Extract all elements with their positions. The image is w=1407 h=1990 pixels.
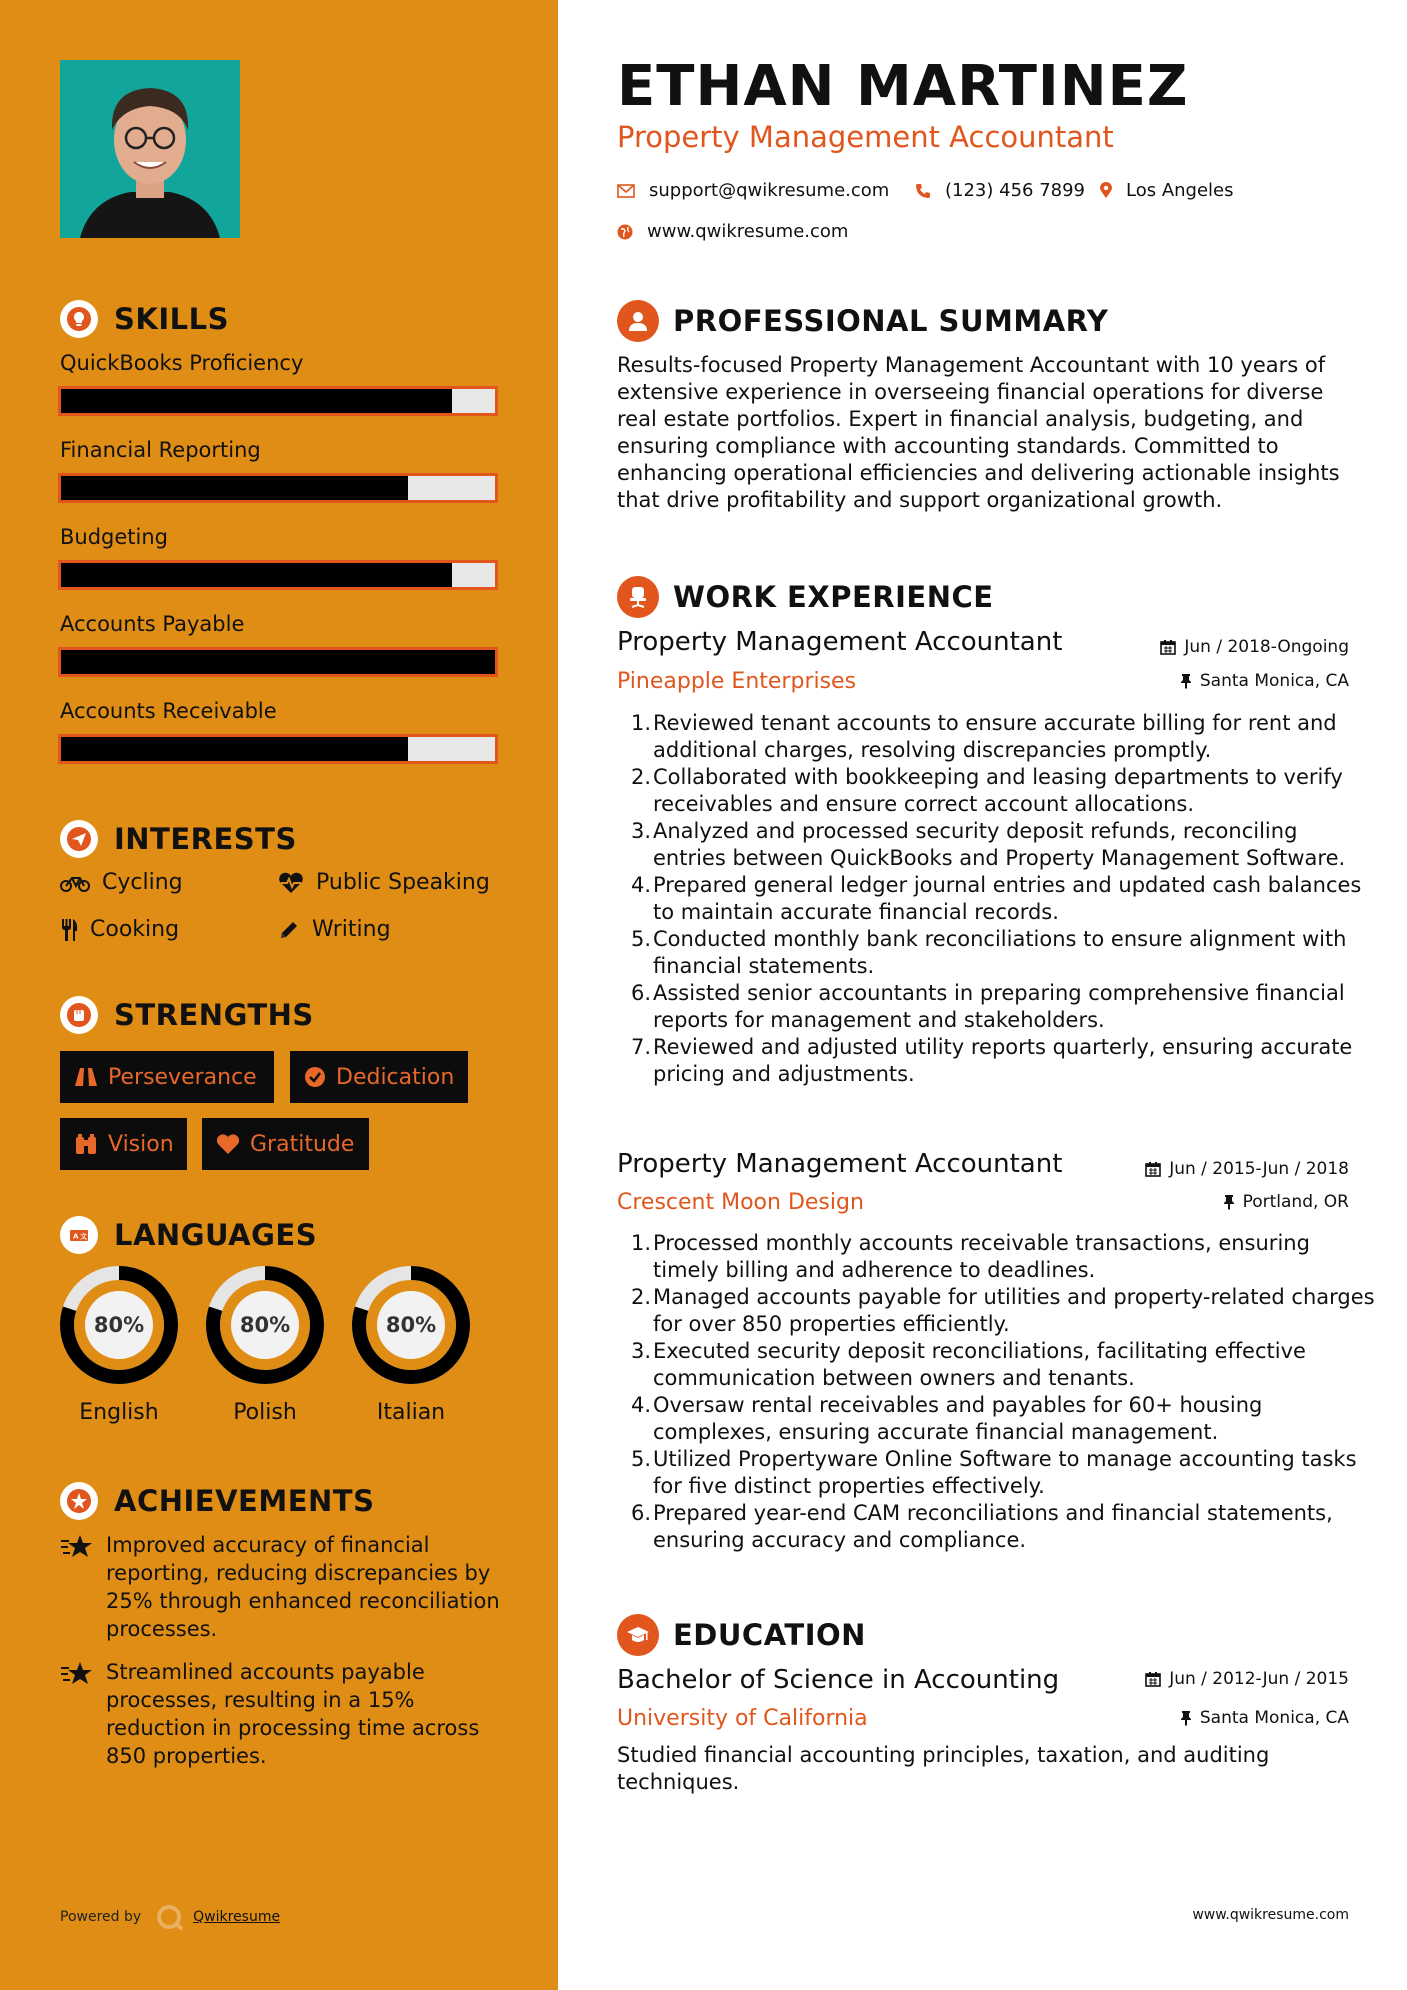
heart-icon [216, 1134, 240, 1155]
interests-heading [60, 820, 297, 858]
education-title: EDUCATION [673, 1618, 866, 1652]
skill-bar-fill [61, 650, 495, 674]
binoculars-icon [74, 1133, 98, 1155]
strengths-heading [60, 996, 314, 1034]
degree-title: Bachelor of Science in Accounting [617, 1665, 1060, 1695]
pencil-icon [278, 919, 300, 941]
duty-item: Reviewed tenant accounts to ensure accurate billing for rent and additional charges, resolving discrepancies promptly. [653, 711, 1337, 762]
summary-title: PROFESSIONAL SUMMARY [673, 304, 1109, 338]
paper-plane-icon [60, 820, 98, 858]
skill-bar-fill [61, 737, 408, 761]
language-name: Italian [376, 1400, 446, 1425]
job-duties [617, 1230, 1375, 1554]
education-heading [617, 1614, 866, 1656]
duty-item: Prepared year-end CAM reconciliations and financial statements, ensuring accuracy and compliance. [653, 1501, 1333, 1552]
strength-badge [60, 1051, 274, 1103]
job-dates-text: Jun / 2015-Jun / 2018 [1169, 1159, 1349, 1179]
star-icon [60, 1660, 94, 1688]
education-description: Studied financial accounting principles, taxation, and auditing techniques. [617, 1743, 1270, 1794]
calendar-icon [1145, 1671, 1161, 1687]
experience-heading [617, 576, 994, 618]
strength-label: Dedication [336, 1064, 455, 1090]
lightbulb-icon [60, 300, 98, 338]
duty-item: Reviewed and adjusted utility reports quarterly, ensuring accurate pricing and adjustments. [653, 1035, 1353, 1086]
contact-phone[interactable] [915, 180, 1085, 201]
company-name: Pineapple Enterprises [617, 669, 857, 694]
language-name: English [79, 1400, 159, 1425]
duty-item: Executed security deposit reconciliations, facilitating effective communication between owners and tenants. [653, 1339, 1306, 1390]
education-location-text: Santa Monica, CA [1199, 1708, 1349, 1728]
calendar-icon [1160, 639, 1176, 655]
achievements-title: ACHIEVEMENTS [114, 1484, 375, 1518]
graduation-cap-icon [617, 1614, 659, 1656]
contact-email[interactable] [617, 180, 889, 201]
skill-bar-fill [61, 389, 452, 413]
pin-icon [1180, 1710, 1192, 1726]
avatar [60, 60, 240, 238]
envelope-icon [617, 184, 635, 198]
duty-item: Prepared general ledger journal entries and updated cash balances to maintain accurate financial records. [653, 873, 1362, 924]
strength-label: Perseverance [108, 1064, 257, 1090]
job-location-text: Portland, OR [1242, 1192, 1349, 1212]
skill-label: Accounts Payable [60, 612, 245, 636]
interest-item [60, 917, 179, 942]
language-percent: 80% [385, 1313, 437, 1337]
skill-bar-fill [61, 563, 452, 587]
experience-title: WORK EXPERIENCE [673, 580, 994, 614]
qwikresume-link[interactable]: Qwikresume [193, 1909, 281, 1925]
calendar-icon [1145, 1161, 1161, 1177]
languages-title: LANGUAGES [114, 1218, 318, 1252]
achievement-item [60, 1531, 500, 1643]
strengths-title: STRENGTHS [114, 998, 314, 1032]
skill-label: Budgeting [60, 525, 169, 549]
interest-label: Cycling [102, 870, 183, 895]
summary-text: Results-focused Property Management Accountant with 10 years of extensive experience in overseeing financial operations for diverse real estate portfolios. Expert in financial analysis, budgeting, and ensuring compliance with accounting standards. Committed to enhancing operational efficiencies and delivering actionable insights that drive profitability and support organizational growth. [617, 353, 1340, 512]
location-text: Los Angeles [1126, 180, 1234, 201]
contact-location [1100, 180, 1234, 201]
skill-bar [58, 734, 498, 764]
job-location-text: Santa Monica, CA [1199, 671, 1349, 691]
candidate-role: Property Management Accountant [617, 120, 1114, 154]
star-badge-icon [60, 1482, 98, 1520]
language-percent: 80% [93, 1313, 145, 1337]
job-location [1180, 671, 1349, 691]
duty-item: Oversaw rental receivables and payables for 60+ housing complexes, ensuring accurate financial management. [653, 1393, 1263, 1444]
interest-item [60, 870, 183, 895]
strength-label: Gratitude [250, 1131, 355, 1157]
skills-heading [60, 300, 229, 338]
strength-badge [202, 1118, 369, 1170]
skill-label: QuickBooks Proficiency [60, 351, 304, 375]
map-marker-icon [1100, 182, 1112, 199]
pin-icon [1180, 673, 1192, 689]
interest-label: Public Speaking [316, 870, 490, 895]
svg-text:文: 文 [80, 1232, 87, 1241]
achievement-text: Streamlined accounts payable processes, resulting in a 15% reduction in processing time across 850 properties. [106, 1660, 480, 1768]
globe-icon [617, 224, 633, 240]
job-title: Property Management Accountant [617, 1149, 1063, 1179]
job-location [1223, 1192, 1349, 1212]
interest-label: Writing [312, 917, 391, 942]
duty-item: Processed monthly accounts receivable transactions, ensuring timely billing and adherence to deadlines. [653, 1231, 1310, 1282]
strength-label: Vision [108, 1131, 174, 1157]
strength-badge [60, 1118, 187, 1170]
skills-title: SKILLS [114, 302, 229, 336]
job-title: Property Management Accountant [617, 627, 1063, 657]
skill-label: Financial Reporting [60, 438, 261, 462]
duty-item: Collaborated with bookkeeping and leasing departments to verify receivables and ensure correct account allocations. [653, 765, 1343, 816]
job-dates [1145, 1159, 1349, 1179]
skill-bar [58, 647, 498, 677]
duty-item: Conducted monthly bank reconciliations to ensure alignment with financial statements. [653, 927, 1347, 978]
candidate-name: ETHAN MARTINEZ [617, 54, 1189, 119]
skill-bar [58, 560, 498, 590]
phone-icon [915, 183, 931, 199]
education-dates [1145, 1669, 1349, 1689]
duty-item: Utilized Propertyware Online Software to manage accounting tasks for five distinct properties effectively. [653, 1447, 1357, 1498]
contact-website[interactable] [617, 221, 848, 242]
heartbeat-icon [278, 872, 304, 894]
star-icon [60, 1533, 94, 1561]
interest-item [278, 870, 490, 895]
language-percent: 80% [239, 1313, 291, 1337]
footer-url[interactable]: www.qwikresume.com [1192, 1907, 1349, 1923]
fist-icon [60, 996, 98, 1034]
bicycle-icon [60, 873, 90, 893]
language-name: Polish [233, 1400, 297, 1425]
education-dates-text: Jun / 2012-Jun / 2015 [1169, 1669, 1349, 1689]
utensils-icon [60, 918, 78, 942]
skill-bar [58, 386, 498, 416]
language-icon [60, 1216, 98, 1254]
job-duties [617, 710, 1375, 1088]
duty-item: Managed accounts payable for utilities and property-related charges for over 850 properties efficiently. [653, 1285, 1375, 1336]
office-chair-icon [617, 576, 659, 618]
road-icon [74, 1067, 98, 1087]
check-circle-icon [304, 1066, 326, 1088]
language-gauge [204, 1264, 324, 1390]
duty-item: Analyzed and processed security deposit refunds, reconciling entries between QuickBooks and Property Management Software. [653, 819, 1346, 870]
skill-bar-fill [61, 476, 408, 500]
user-icon [617, 300, 659, 342]
achievement-item [60, 1658, 500, 1770]
education-location [1180, 1708, 1349, 1728]
school-name: University of California [617, 1706, 868, 1731]
interest-label: Cooking [90, 917, 180, 942]
language-gauge [350, 1264, 470, 1390]
job-dates-text: Jun / 2018-Ongoing [1184, 637, 1349, 657]
company-name: Crescent Moon Design [617, 1190, 864, 1215]
strength-badge [290, 1051, 468, 1103]
summary-heading [617, 300, 1108, 342]
duty-item: Assisted senior accountants in preparing comprehensive financial reports for management and stakeholders. [653, 981, 1345, 1032]
powered-by-text: Powered by [60, 1909, 142, 1925]
qwikresume-logo-icon [155, 1903, 185, 1931]
interest-item [278, 917, 391, 942]
languages-heading [60, 1216, 317, 1254]
achievement-text: Improved accuracy of financial reporting, reducing discrepancies by 25% through enhanced reconciliation processes. [106, 1533, 500, 1641]
email-text: support@qwikresume.com [649, 180, 890, 201]
website-text: www.qwikresume.com [647, 221, 849, 242]
achievements-heading [60, 1482, 374, 1520]
powered-by [60, 1903, 280, 1931]
skill-bar [58, 473, 498, 503]
language-gauge [58, 1264, 178, 1390]
skill-label: Accounts Receivable [60, 699, 277, 723]
pin-icon [1223, 1194, 1235, 1210]
svg-text:A: A [73, 1232, 79, 1241]
interests-title: INTERESTS [114, 822, 297, 856]
job-dates [1160, 637, 1349, 657]
phone-text: (123) 456 7899 [945, 180, 1086, 201]
